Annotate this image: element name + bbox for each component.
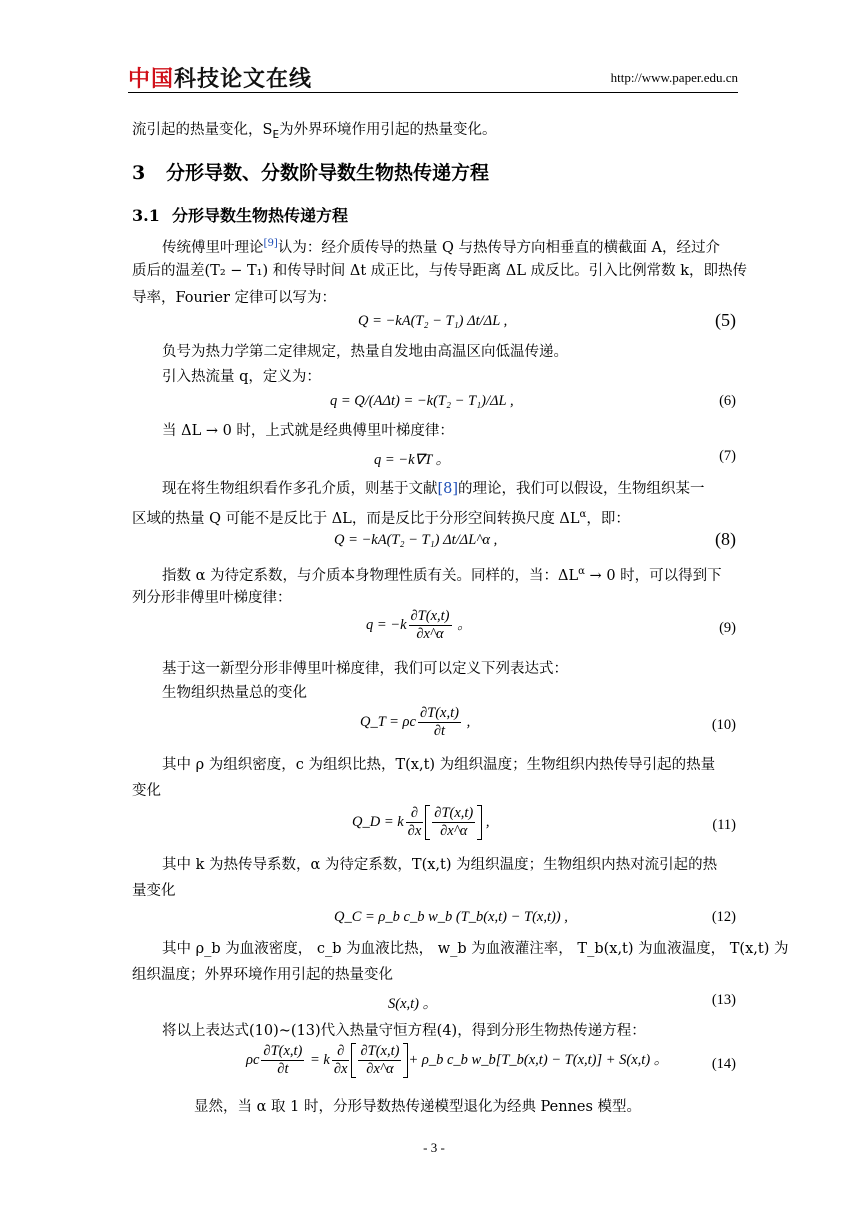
equation-number: (14) (711, 1056, 736, 1072)
section-number: 3.1 (132, 206, 160, 225)
equation-11 (352, 805, 490, 840)
fraction (409, 608, 452, 643)
eq-part: , (482, 813, 490, 830)
paragraph-line: 列分形非傅里叶梯度律： (132, 590, 292, 606)
equation-number: (6) (719, 393, 736, 409)
paragraph-line: 其中 ρ 为组织密度，c 为组织比热，T(x,t) 为组织温度；生物组织内热传导引起的热量 (162, 757, 716, 773)
square-bracket (351, 1043, 408, 1078)
equation-number: (8) (715, 529, 736, 549)
eq-part: , (462, 713, 471, 730)
eq-part: q = −k (366, 616, 407, 633)
denominator: ∂x^α (366, 1061, 394, 1077)
equation-number: (7) (719, 448, 736, 464)
paragraph-line: 引入热流量 q，定义为： (162, 369, 321, 385)
equation-8: Q = −kA(T₂ − T₁) Δt/ΔL^α , (334, 532, 498, 548)
paragraph-line: 其中 ρ_b 为血液密度， c_b 为血液比热， w_b 为血液灌注率， T_b(x,t) 为血液温度， T(x,t) 为 (162, 941, 789, 957)
section-3-1-heading (132, 203, 736, 229)
denominator: ∂x (333, 1061, 348, 1077)
paragraph-line: 当 ΔL → 0 时，上式就是经典傅里叶梯度律： (162, 423, 454, 439)
text-span: 的理论，我们可以假设，生物组织某一 (458, 481, 705, 497)
equation-number: (5) (715, 310, 736, 330)
denominator: ∂x^α (440, 823, 468, 839)
paragraph-intro (132, 117, 736, 148)
paragraph-line: 基于这一新型分形非傅里叶梯度律，我们可以定义下列表达式： (162, 661, 568, 677)
paragraph-line: 显然，当 α 取 1 时，分形导数热传递模型退化为经典 Pennes 模型。 (194, 1099, 642, 1115)
paragraph-line: 生物组织热量总的变化 (162, 685, 307, 701)
equation-12: Q_C = ρ_b c_b w_b (T_b(x,t) − T(x,t)) , (334, 909, 568, 925)
text-span: 认为：经介质传导的热量 Q 与热传导方向相垂直的横截面 A，经过介 (277, 239, 721, 256)
text-sup: α (579, 509, 587, 520)
paragraph-line (162, 231, 736, 261)
paragraph-line: 质后的温差(T₂ − T₁) 和传导时间 Δt 成正比，与传导距离 ΔL 成反比。引入比例常数 k，即热传 (132, 263, 747, 279)
equation-6: q = Q/(AΔt) = −k(T₂ − T₁)/ΔL , (330, 393, 514, 409)
text-span: 区域的热量 Q 可能不是反比于 ΔL，而是反比于分形空间转换尺度 ΔL (132, 510, 580, 527)
logo-black-part: 科技论文在线 (174, 67, 313, 92)
numerator: ∂T(x,t) (360, 1043, 400, 1059)
fraction (332, 1043, 350, 1078)
text-span: 为外界环境作用引起的热量变化。 (279, 122, 497, 138)
citation-link[interactable]: [8] (437, 481, 459, 497)
equation-number: (12) (711, 909, 736, 925)
numerator: ∂ (406, 805, 424, 823)
numerator: ∂T(x,t) (419, 705, 459, 721)
fraction (418, 705, 461, 740)
equation-number: (11) (712, 817, 736, 833)
paragraph-line (132, 502, 736, 532)
equation-14 (246, 1043, 668, 1078)
denominator: ∂x (407, 823, 422, 839)
numerator: ∂T(x,t) (434, 805, 474, 821)
text-sub: E (272, 127, 280, 141)
text-span: ，即： (586, 510, 630, 527)
denominator: ∂x^α (416, 626, 444, 642)
section-title: 分形导数生物热传递方程 (172, 206, 349, 225)
text-span: 传统傅里叶理论 (162, 239, 264, 256)
equation-5: Q = −kA(T₂ − T₁) Δt/ΔL , (358, 313, 508, 329)
logo-red-part: 中国 (128, 67, 175, 92)
equation-10 (360, 705, 470, 740)
fraction (261, 1043, 304, 1078)
equation-number: (10) (711, 717, 736, 733)
paragraph-line: 将以上表达式(10)~(13)代入热量守恒方程(4)，得到分形生物热传递方程： (162, 1023, 646, 1039)
header-rule (128, 92, 738, 93)
paragraph-line: 负号为热力学第二定律规定，热量自发地由高温区向低温传递。 (162, 344, 568, 360)
text-span: → 0 时，可以得到下 (584, 567, 722, 584)
paragraph-line: 变化 (132, 783, 161, 799)
equation-7: q = −k∇T 。 (374, 452, 451, 468)
equation-number: (13) (711, 992, 736, 1008)
section-number: 3 (132, 162, 146, 184)
journal-logo (128, 62, 312, 93)
section-3-heading (132, 160, 736, 186)
eq-part: Q_D = k (352, 813, 404, 830)
fraction (358, 1043, 401, 1078)
paragraph-line: 量变化 (132, 883, 176, 899)
fraction (432, 805, 475, 840)
header-url[interactable]: http://www.paper.edu.cn (610, 70, 738, 85)
equation-9 (366, 608, 472, 643)
paragraph-line: 组织温度；外界环境作用引起的热量变化 (132, 967, 393, 983)
denominator: ∂t (277, 1061, 289, 1077)
equation-13: S(x,t) 。 (388, 996, 438, 1012)
equation-number: (9) (719, 620, 736, 636)
page-number: - 3 - (423, 1140, 445, 1155)
paragraph-line: 其中 k 为热传导系数，α 为待定系数，T(x,t) 为组织温度；生物组织内热对流引起的热 (162, 857, 718, 873)
eq-part: + ρ_b c_b w_b[T_b(x,t) − T(x,t)] + S(x,t) 。 (408, 1051, 669, 1068)
paragraph-line: 导率，Fourier 定律可以写为： (132, 290, 337, 306)
paragraph-line (162, 476, 736, 502)
eq-part: = k (306, 1051, 330, 1068)
numerator: ∂T(x,t) (410, 608, 450, 624)
numerator: ∂ (332, 1043, 350, 1061)
eq-part: Q_T = ρc (360, 713, 416, 730)
citation-link[interactable]: [9] (263, 238, 278, 249)
eq-part: ρc (246, 1051, 260, 1068)
text-span: 现在将生物组织看作多孔介质，则基于文献 (162, 481, 438, 497)
square-bracket (425, 805, 482, 840)
section-title: 分形导数、分数阶导数生物热传递方程 (166, 162, 490, 184)
eq-part: 。 (453, 616, 472, 633)
text-sup: α (578, 566, 585, 577)
denominator: ∂t (433, 723, 446, 739)
fraction (406, 805, 424, 840)
text-span: 流引起的热量变化，S (132, 122, 273, 138)
text-span: 指数 α 为待定系数，与介质本身物理性质有关。同样的，当：ΔL (162, 567, 579, 584)
numerator: ∂T(x,t) (263, 1043, 303, 1059)
